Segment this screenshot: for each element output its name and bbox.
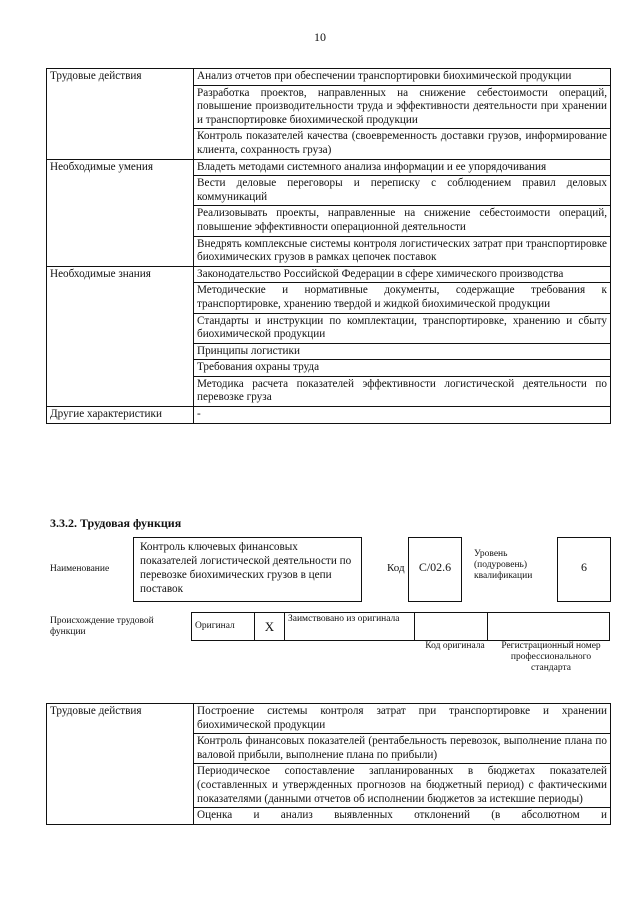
page-number: 10 bbox=[314, 30, 326, 44]
competency-table bbox=[46, 68, 611, 424]
row-label: Необходимые знания bbox=[47, 266, 194, 406]
borrowed-label: Заимствовано из оригинала bbox=[285, 613, 415, 641]
level-label: Уровень (подуровень) квалификации bbox=[474, 549, 533, 581]
list-item: Реализовывать проекты, направленные на снижение себестоимости операций, повышение эффективности операционной деятельности bbox=[194, 206, 611, 236]
list-item: Принципы логистики bbox=[194, 343, 611, 360]
list-item: Оценка и анализ выявленных отклонений (в абсолютном и bbox=[194, 808, 611, 825]
function-name: Контроль ключевых финансовых показателей логистической деятельности по перевозке биохимических грузов в цепи поставок bbox=[140, 541, 352, 595]
list-item: Законодательство Российской Федерации в сфере химического производства bbox=[194, 266, 611, 283]
table-row bbox=[47, 704, 611, 734]
name-label: Наименование bbox=[50, 564, 110, 574]
code-label: Код bbox=[387, 562, 405, 574]
list-item: Анализ отчетов при обеспечении транспортировки биохимической продукции bbox=[194, 69, 611, 86]
original-label: Оригинал bbox=[192, 613, 255, 641]
reg-num-cell bbox=[488, 613, 610, 641]
orig-code-cell bbox=[415, 613, 488, 641]
table-row bbox=[47, 407, 611, 424]
table-row bbox=[47, 159, 611, 176]
list-item: Владеть методами системного анализа информации и ее упорядочивания bbox=[194, 159, 611, 176]
list-item: Контроль показателей качества (своевременность доставки грузов, информирование клиента, сохранность груза) bbox=[194, 129, 611, 159]
row-label: Другие характеристики bbox=[47, 407, 194, 424]
row-label: Необходимые умения bbox=[47, 159, 194, 266]
table-row bbox=[47, 266, 611, 283]
list-item: Контроль финансовых показателей (рентабельность перевозок, выполнение плана по валовой прибыли, выполнение плана по прибыли) bbox=[194, 734, 611, 764]
labor-actions-table bbox=[46, 703, 611, 825]
list-item: Стандарты и инструкции по комплектации, транспортировке, хранению и сбыту биохимической продукции bbox=[194, 313, 611, 343]
list-item: Построение системы контроля затрат при транспортировке и хранении биохимической продукции bbox=[194, 704, 611, 734]
section-title: 3.3.2. Трудовая функция bbox=[50, 516, 182, 530]
table-row bbox=[47, 69, 611, 86]
origin-label: Происхождение трудовой функции bbox=[50, 616, 154, 637]
list-item: Внедрять комплексные системы контроля логистических затрат при транспортировке биохимических грузов в рамках цепочек поставок bbox=[194, 236, 611, 266]
original-mark: X bbox=[255, 613, 285, 641]
table-row bbox=[192, 613, 610, 641]
orig-code-label: Код оригинала bbox=[425, 641, 485, 651]
row-label: Трудовые действия bbox=[47, 69, 194, 160]
row-label: Трудовые действия bbox=[47, 704, 194, 825]
code-value: С/02.6 bbox=[418, 560, 452, 574]
list-item: Разработка проектов, направленных на снижение себестоимости операций, повышение производительности труда и эффективности деятельности при хранении и транспортировке биохимической продукции bbox=[194, 85, 611, 129]
level-box bbox=[557, 537, 611, 602]
list-item: - bbox=[194, 407, 611, 424]
reg-num-label: Регистрационный номер профессионального стандарта bbox=[501, 641, 601, 673]
function-name-box bbox=[133, 537, 362, 602]
list-item: Методика расчета показателей эффективности логистической деятельности по перевозке груза bbox=[194, 376, 611, 406]
list-item: Требования охраны труда bbox=[194, 360, 611, 377]
code-box bbox=[408, 537, 462, 602]
origin-table bbox=[191, 612, 610, 641]
list-item: Методические и нормативные документы, содержащие требования к транспортировке, хранению твердой и жидкой биохимической продукции bbox=[194, 283, 611, 313]
list-item: Вести деловые переговоры и переписку с соблюдением правил деловых коммуникаций bbox=[194, 176, 611, 206]
level-value: 6 bbox=[581, 560, 587, 574]
list-item: Периодическое сопоставление запланированных в бюджетах показателей (составленных и утвержденных прогнозов на бюджетный период) с фактическими показателями (данными отчетов об исполнении бюджетов за истекшие периоды) bbox=[194, 764, 611, 808]
